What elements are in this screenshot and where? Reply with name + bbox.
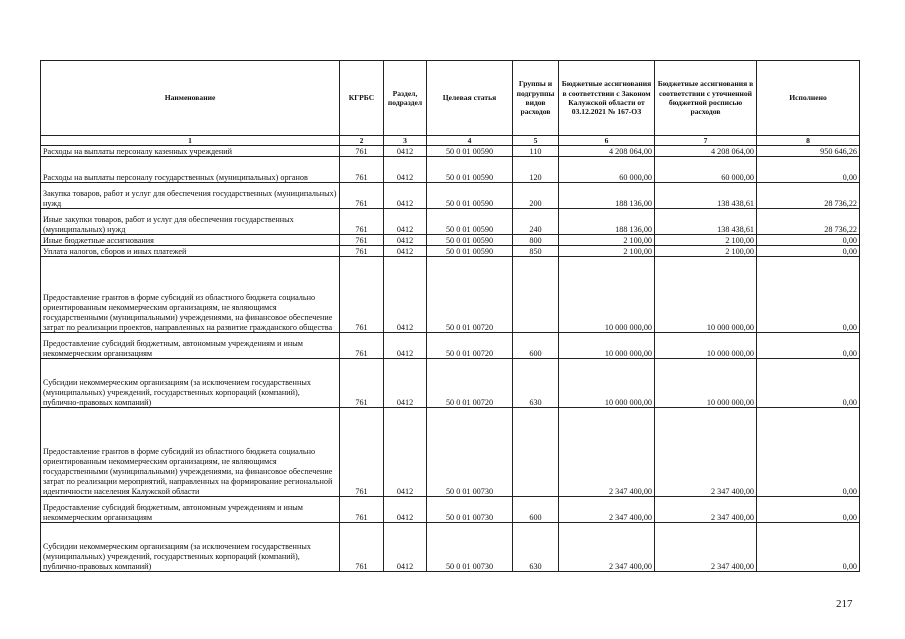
cell-budget-law: 4 208 064,00 (559, 146, 655, 157)
cell-section: 0412 (384, 408, 427, 497)
cell-budget-refined: 138 438,61 (655, 183, 757, 209)
cell-kgrbs: 761 (340, 497, 384, 523)
cell-budget-refined: 2 347 400,00 (655, 497, 757, 523)
cell-section: 0412 (384, 523, 427, 572)
cell-target: 50 0 01 00590 (427, 157, 513, 183)
cell-group: 110 (513, 146, 559, 157)
cell-budget-law: 10 000 000,00 (559, 333, 655, 359)
cell-kgrbs: 761 (340, 235, 384, 246)
column-number: 5 (513, 136, 559, 146)
cell-budget-refined: 2 100,00 (655, 235, 757, 246)
cell-budget-law: 188 136,00 (559, 209, 655, 235)
table-body (41, 146, 860, 572)
table-header (41, 61, 860, 146)
cell-budget-law: 2 100,00 (559, 246, 655, 257)
cell-section: 0412 (384, 257, 427, 333)
header-groups: Группы и подгруппы видов расходов (513, 61, 559, 136)
cell-name: Предоставление грантов в форме субсидий из областного бюджета социально ориентированным некоммерческим организациям, не являющимся государственными (муниципальными) учреждениями, на финансовое обеспечение затрат по реализации проектов, направленных на развитие гражданского общества (41, 257, 340, 333)
cell-name: Предоставление субсидий бюджетным, автономным учреждениям и иным некоммерческим организациям (41, 497, 340, 523)
cell-section: 0412 (384, 333, 427, 359)
cell-target: 50 0 01 00590 (427, 246, 513, 257)
cell-section: 0412 (384, 183, 427, 209)
cell-section: 0412 (384, 235, 427, 246)
cell-group: 850 (513, 246, 559, 257)
cell-name: Субсидии некоммерческим организациям (за исключением государственных (муниципальных) учреждений, государственных корпораций (компаний), публично-правовых компаний) (41, 523, 340, 572)
cell-budget-refined: 60 000,00 (655, 157, 757, 183)
cell-section: 0412 (384, 497, 427, 523)
cell-kgrbs: 761 (340, 246, 384, 257)
header-target: Целевая статья (427, 61, 513, 136)
page-number: 217 (836, 598, 853, 610)
cell-group: 630 (513, 359, 559, 408)
cell-name: Субсидии некоммерческим организациям (за исключением государственных (муниципальных) учреждений, государственных корпораций (компаний), публично-правовых компаний) (41, 359, 340, 408)
cell-target: 50 0 01 00730 (427, 408, 513, 497)
cell-budget-refined: 2 347 400,00 (655, 408, 757, 497)
cell-executed: 0,00 (757, 497, 860, 523)
cell-section: 0412 (384, 209, 427, 235)
table-row (41, 246, 860, 257)
column-number: 6 (559, 136, 655, 146)
cell-target: 50 0 01 00590 (427, 235, 513, 246)
cell-section: 0412 (384, 146, 427, 157)
table-row (41, 408, 860, 497)
cell-budget-refined: 4 208 064,00 (655, 146, 757, 157)
cell-budget-refined: 2 100,00 (655, 246, 757, 257)
cell-target: 50 0 01 00590 (427, 183, 513, 209)
cell-section: 0412 (384, 157, 427, 183)
header-section: Раздел, подраздел (384, 61, 427, 136)
cell-name: Уплата налогов, сборов и иных платежей (41, 246, 340, 257)
header-executed: Исполнено (757, 61, 860, 136)
cell-kgrbs: 761 (340, 157, 384, 183)
cell-executed: 28 736,22 (757, 209, 860, 235)
table-row (41, 183, 860, 209)
cell-executed: 0,00 (757, 235, 860, 246)
cell-kgrbs: 761 (340, 523, 384, 572)
table-row (41, 146, 860, 157)
cell-target: 50 0 01 00730 (427, 497, 513, 523)
header-name: Наименование (41, 61, 340, 136)
column-number: 3 (384, 136, 427, 146)
cell-group: 240 (513, 209, 559, 235)
cell-kgrbs: 761 (340, 333, 384, 359)
cell-budget-law: 2 100,00 (559, 235, 655, 246)
cell-executed: 0,00 (757, 157, 860, 183)
cell-kgrbs: 761 (340, 209, 384, 235)
cell-name: Иные бюджетные ассигнования (41, 235, 340, 246)
cell-section: 0412 (384, 246, 427, 257)
cell-target: 50 0 01 00720 (427, 257, 513, 333)
cell-name: Расходы на выплаты персоналу казенных учреждений (41, 146, 340, 157)
cell-name: Предоставление грантов в форме субсидий из областного бюджета социально ориентированным некоммерческим организациям, не являющимся государственными (муниципальными) учреждениями, на финансовое обеспечение затрат по реализации мероприятий, направленных на формирование региональной идентичности населения Калужской области (41, 408, 340, 497)
table-row (41, 257, 860, 333)
cell-name: Предоставление субсидий бюджетным, автономным учреждениям и иным некоммерческим организациям (41, 333, 340, 359)
cell-group: 120 (513, 157, 559, 183)
cell-kgrbs: 761 (340, 408, 384, 497)
table-row (41, 157, 860, 183)
cell-budget-refined: 10 000 000,00 (655, 359, 757, 408)
table-row (41, 523, 860, 572)
cell-group (513, 257, 559, 333)
table-row (41, 359, 860, 408)
cell-budget-refined: 10 000 000,00 (655, 257, 757, 333)
column-number: 1 (41, 136, 340, 146)
column-number: 7 (655, 136, 757, 146)
cell-kgrbs: 761 (340, 359, 384, 408)
cell-section: 0412 (384, 359, 427, 408)
cell-kgrbs: 761 (340, 183, 384, 209)
table-row (41, 235, 860, 246)
cell-budget-refined: 138 438,61 (655, 209, 757, 235)
budget-table (40, 60, 860, 572)
cell-budget-refined: 10 000 000,00 (655, 333, 757, 359)
cell-executed: 0,00 (757, 246, 860, 257)
header-kgrbs: КГРБС (340, 61, 384, 136)
cell-executed: 0,00 (757, 523, 860, 572)
cell-group: 600 (513, 333, 559, 359)
cell-name: Иные закупки товаров, работ и услуг для обеспечения государственных (муниципальных) нужд (41, 209, 340, 235)
header-budget-law: Бюджетные ассигнования в соответствии с Законом Калужской области от 03.12.2021 № 167-ОЗ (559, 61, 655, 136)
cell-budget-law: 2 347 400,00 (559, 408, 655, 497)
cell-executed: 0,00 (757, 408, 860, 497)
cell-group: 800 (513, 235, 559, 246)
cell-target: 50 0 01 00590 (427, 209, 513, 235)
cell-executed: 0,00 (757, 257, 860, 333)
cell-group: 600 (513, 497, 559, 523)
cell-kgrbs: 761 (340, 257, 384, 333)
cell-budget-law: 188 136,00 (559, 183, 655, 209)
cell-budget-refined: 2 347 400,00 (655, 523, 757, 572)
cell-group (513, 408, 559, 497)
header-budget-refined: Бюджетные ассигнования в соответствии с уточненной бюджетной росписью расходов (655, 61, 757, 136)
cell-target: 50 0 01 00730 (427, 523, 513, 572)
cell-name: Закупка товаров, работ и услуг для обеспечения государственных (муниципальных) нужд (41, 183, 340, 209)
cell-target: 50 0 01 00720 (427, 359, 513, 408)
table-row (41, 209, 860, 235)
cell-executed: 28 736,22 (757, 183, 860, 209)
table-row (41, 497, 860, 523)
cell-budget-law: 10 000 000,00 (559, 359, 655, 408)
cell-budget-law: 2 347 400,00 (559, 523, 655, 572)
cell-group: 200 (513, 183, 559, 209)
cell-target: 50 0 01 00720 (427, 333, 513, 359)
cell-name: Расходы на выплаты персоналу государственных (муниципальных) органов (41, 157, 340, 183)
column-number: 4 (427, 136, 513, 146)
cell-executed: 950 646,26 (757, 146, 860, 157)
cell-executed: 0,00 (757, 333, 860, 359)
cell-executed: 0,00 (757, 359, 860, 408)
cell-budget-law: 2 347 400,00 (559, 497, 655, 523)
cell-budget-law: 60 000,00 (559, 157, 655, 183)
cell-group: 630 (513, 523, 559, 572)
cell-target: 50 0 01 00590 (427, 146, 513, 157)
column-number: 2 (340, 136, 384, 146)
cell-budget-law: 10 000 000,00 (559, 257, 655, 333)
column-number: 8 (757, 136, 860, 146)
cell-kgrbs: 761 (340, 146, 384, 157)
table-row (41, 333, 860, 359)
